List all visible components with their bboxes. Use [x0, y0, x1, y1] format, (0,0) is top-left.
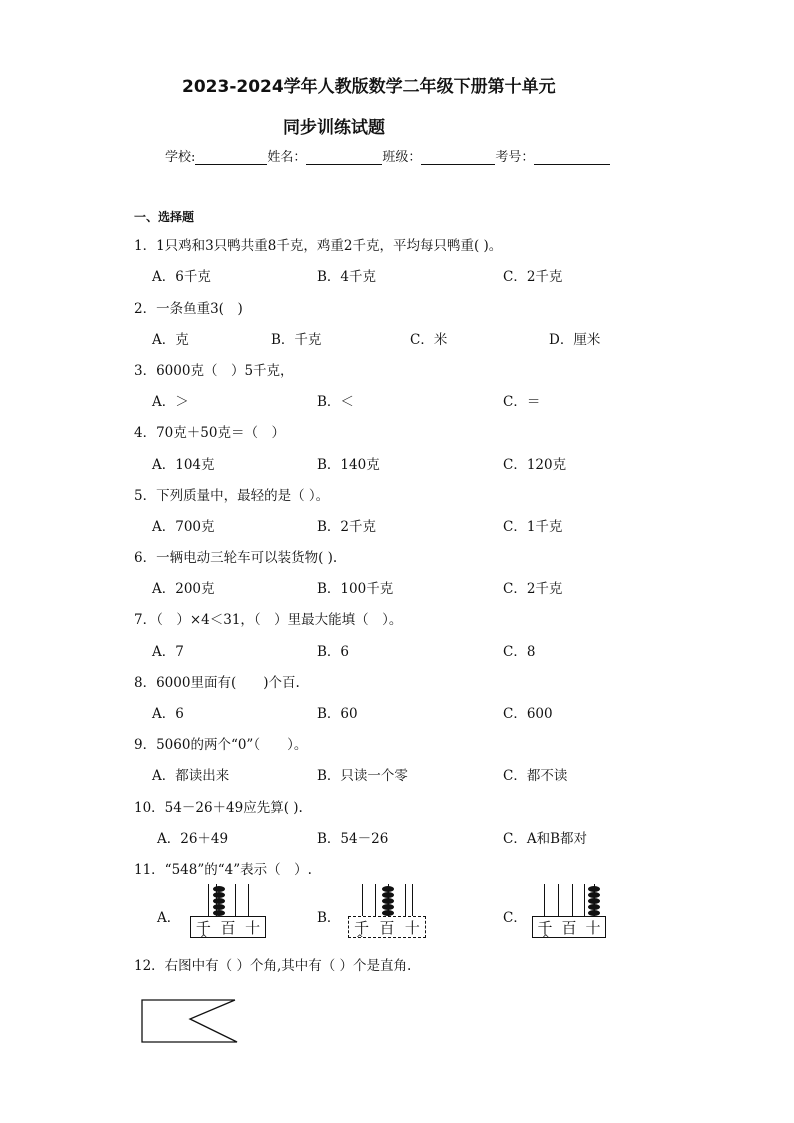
question-1-option-b[interactable]: B．4千克	[317, 269, 377, 285]
abacus-rod	[405, 884, 406, 916]
question-6-option-b[interactable]: B．100千克	[317, 581, 394, 597]
abacus-rod	[248, 884, 249, 916]
abacus-rod	[544, 884, 545, 916]
question-2-option-c[interactable]: C．米	[410, 332, 448, 348]
question-1-option-a[interactable]: A．6千克	[152, 269, 211, 285]
class-field[interactable]	[421, 150, 495, 165]
question-4-option-c[interactable]: C．120克	[503, 457, 567, 473]
abacus-caret: ^	[542, 934, 550, 944]
abacus-label-tens: 十	[404, 918, 420, 937]
question-7-option-c[interactable]: C．8	[503, 644, 536, 660]
question-7-option-b[interactable]: B．6	[317, 644, 350, 660]
abacus-rod	[235, 884, 236, 916]
abacus-rod	[558, 884, 559, 916]
question-4-option-b[interactable]: B．140克	[317, 457, 380, 473]
question-9-stem: 9．5060的两个“0”（ ）。	[134, 737, 308, 753]
abacus-label-tens: 十	[585, 918, 601, 937]
abacus-c	[532, 884, 608, 944]
question-7-stem: 7．（ ）×4＜31，（ ）里最大能填（ ）。	[134, 612, 403, 628]
abacus-label-hundreds: 百	[220, 918, 236, 937]
question-9-option-b[interactable]: B．只读一个零	[317, 768, 408, 784]
abacus-label-tens: 十	[245, 918, 261, 937]
abacus-rod	[584, 884, 585, 916]
question-9-option-c[interactable]: C．都不读	[503, 768, 568, 784]
abacus-rod	[362, 884, 363, 916]
question-10-option-c[interactable]: C．A和B都对	[503, 831, 587, 847]
question-9-option-a[interactable]: A．都读出来	[152, 768, 230, 784]
question-2-stem: 2．一条鱼重3( )	[134, 301, 243, 317]
question-2-option-d[interactable]: D．厘米	[549, 332, 601, 348]
question-2-option-a[interactable]: A．克	[152, 332, 189, 348]
abacus-rod	[412, 884, 413, 916]
abacus-label-thousands: 千	[354, 918, 370, 937]
abacus-label-hundreds: 百	[379, 918, 395, 937]
abacus-caret: ^	[356, 934, 364, 944]
question-3-stem: 3．6000克（ ）5千克，	[134, 363, 294, 379]
question-11-option-a[interactable]: A．	[157, 910, 181, 926]
question-7-option-a[interactable]: A．7	[152, 644, 184, 660]
exam-no-field[interactable]	[534, 150, 610, 165]
question-8-option-c[interactable]: C．600	[503, 706, 553, 722]
abacus-label-thousands: 千	[195, 918, 211, 937]
question-3-option-b[interactable]: B．＜	[317, 394, 354, 410]
question-5-stem: 5．下列质量中，最轻的是（ ）。	[134, 488, 330, 504]
question-5-option-b[interactable]: B．2千克	[317, 519, 377, 535]
question-10-option-b[interactable]: B．54－26	[317, 831, 389, 847]
question-8-option-a[interactable]: A．6	[152, 706, 184, 722]
abacus-b	[348, 884, 428, 944]
question-8-stem: 8．6000里面有( )个百.	[134, 675, 300, 691]
name-field[interactable]	[306, 150, 382, 165]
question-2-option-b[interactable]: B．千克	[271, 332, 322, 348]
question-11-option-c[interactable]: C．	[503, 910, 527, 926]
question-3-option-a[interactable]: A．＞	[152, 394, 189, 410]
question-1-stem: 1．1只鸡和3只鸭共重8千克，鸡重2千克，平均每只鸭重( )。	[134, 238, 503, 254]
abacus-a	[190, 884, 266, 944]
title-line-1: 2023-2024学年人教版数学二年级下册第十单元	[182, 77, 556, 97]
school-field[interactable]	[195, 150, 267, 165]
question-5-option-a[interactable]: A．700克	[152, 519, 215, 535]
school-label: 学校:	[165, 150, 196, 165]
abacus-rod	[375, 884, 376, 916]
angle-figure	[138, 995, 242, 1047]
title-line-2: 同步训练试题	[283, 118, 385, 138]
exam-no-label: 考号：	[495, 150, 535, 165]
student-info-row	[165, 146, 610, 165]
question-6-stem: 6．一辆电动三轮车可以装货物( ).	[134, 550, 338, 566]
abacus-rod	[572, 884, 573, 916]
angle-figure-outline	[142, 1000, 237, 1042]
section-title: 一、选择题	[134, 210, 195, 224]
class-label: 班级：	[382, 150, 422, 165]
name-label: 姓名：	[267, 150, 307, 165]
abacus-label-hundreds: 百	[561, 918, 577, 937]
question-11-option-b[interactable]: B．	[317, 910, 341, 926]
abacus-caret: ^	[200, 934, 208, 944]
question-1-option-c[interactable]: C．2千克	[503, 269, 563, 285]
question-10-stem: 10．54－26＋49应先算( ).	[134, 800, 303, 816]
question-4-stem: 4．70克＋50克＝（ ）	[134, 425, 285, 441]
question-11-stem: 11．“548”的“4”表示（ ）.	[134, 862, 312, 878]
question-12-stem: 12．右图中有（ ）个角,其中有（ ）个是直角.	[134, 958, 412, 974]
question-5-option-c[interactable]: C．1千克	[503, 519, 563, 535]
abacus-rod	[208, 884, 209, 916]
abacus-label-thousands: 千	[537, 918, 553, 937]
question-10-option-a[interactable]: A．26＋49	[157, 831, 229, 847]
question-4-option-a[interactable]: A．104克	[152, 457, 215, 473]
question-8-option-b[interactable]: B．60	[317, 706, 358, 722]
question-6-option-a[interactable]: A．200克	[152, 581, 215, 597]
question-3-option-c[interactable]: C．＝	[503, 394, 541, 410]
question-6-option-c[interactable]: C．2千克	[503, 581, 563, 597]
